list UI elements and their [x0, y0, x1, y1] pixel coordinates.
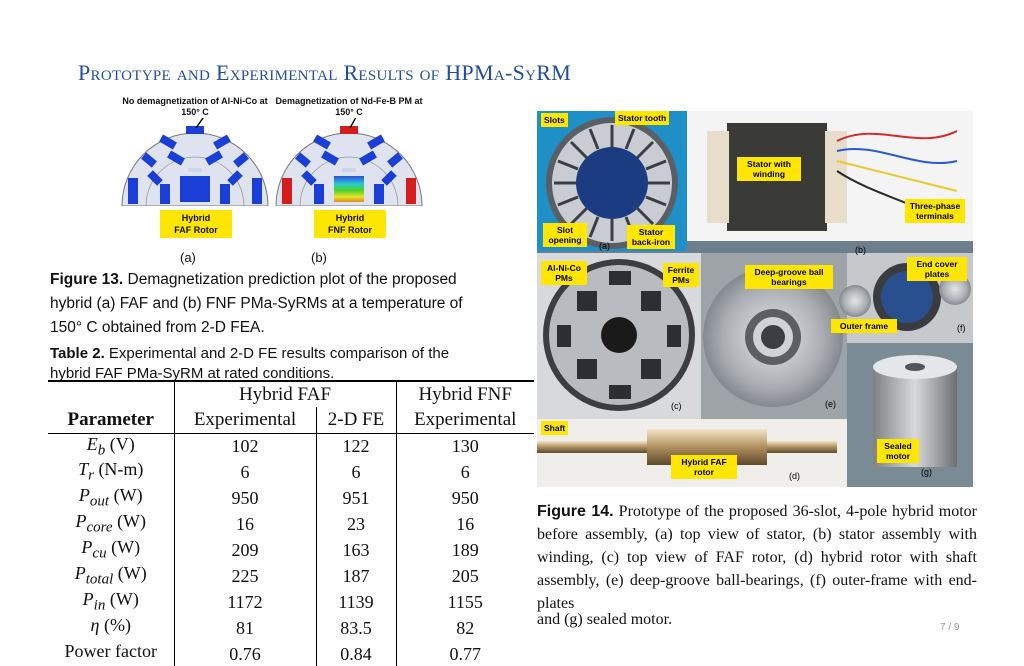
value-cell: 205: [396, 563, 534, 589]
value-cell: 1139: [316, 589, 396, 615]
demag-caption-a: No demagnetization of Al-Ni-Co at 150° C: [122, 96, 268, 117]
demag-caption-b: Demagnetization of Nd-Fe-B PM at 150° C: [275, 96, 423, 117]
tag-three-phase: Three-phase terminals: [905, 199, 965, 223]
page-number: 7 / 9: [940, 622, 960, 633]
table-row: [48, 589, 534, 615]
photo-label-e: (e): [825, 399, 836, 409]
value-cell: 6: [174, 459, 316, 485]
value-cell: 950: [396, 485, 534, 511]
table-row: [48, 511, 534, 537]
parameter-cell: $P_{core}$ (W): [75, 511, 147, 536]
rotor-label-faf: Hybrid FAF Rotor: [160, 210, 232, 238]
value-cell: 163: [316, 537, 396, 563]
value-cell: 16: [174, 511, 316, 537]
photo-label-f: (f): [957, 323, 966, 333]
tag-shaft: Shaft: [541, 421, 568, 435]
table-row: [48, 615, 534, 641]
tag-bearings: Deep-groove ball bearings: [745, 265, 833, 289]
page-title: Prototype and Experimental Results of HPMa-SyRM: [78, 60, 572, 85]
table-row: [48, 563, 534, 589]
photo-label-g: (g): [921, 467, 932, 477]
value-cell: 189: [396, 537, 534, 563]
tag-sealed-motor: Sealed motor: [877, 439, 919, 463]
col-header-fe: 2-D FE: [316, 407, 396, 433]
parameter-cell: $P_{in}$ (W): [82, 589, 139, 614]
parameter-cell: $T_r$ (N-m): [78, 459, 144, 484]
value-cell: 6: [396, 459, 534, 485]
value-cell: 81: [174, 615, 316, 641]
tag-stator-backiron: Stator back-iron: [627, 225, 675, 249]
photo-label-d: (d): [789, 471, 800, 481]
parameter-cell: Power factor: [64, 641, 157, 662]
value-cell: 102: [174, 433, 316, 459]
group-header-faf: Hybrid FAF: [174, 381, 396, 407]
value-cell: 951: [316, 485, 396, 511]
value-cell: 83.5: [316, 615, 396, 641]
value-cell: 0.77: [396, 641, 534, 666]
value-cell: 82: [396, 615, 534, 641]
value-cell: 23: [316, 511, 396, 537]
table-row: [48, 433, 534, 459]
demag-plot-faf: [120, 96, 270, 242]
parameter-cell: η (%): [90, 615, 131, 636]
tag-end-cover: End cover plates: [907, 257, 967, 281]
value-cell: 225: [174, 563, 316, 589]
fnf-rotor-plot: [274, 118, 424, 206]
value-cell: 950: [174, 485, 316, 511]
table-2-caption: Table 2. Experimental and 2-D FE results comparison of the hybrid FAF PMa-SyRM at rated conditions.: [50, 345, 450, 382]
parameter-cell: $P_{out}$ (W): [78, 485, 143, 510]
table-row: [48, 537, 534, 563]
tag-slot-opening: Slot opening: [543, 223, 587, 247]
tag-stator-winding: Stator with winding: [737, 157, 801, 181]
rotor-label-fnf: Hybrid FNF Rotor: [314, 210, 386, 238]
col-header-experimental: Experimental: [174, 407, 316, 433]
prototype-photo-collage: [537, 111, 973, 487]
subfig-label-a: (a): [180, 250, 196, 265]
faf-rotor-plot: [120, 118, 270, 206]
value-cell: 122: [316, 433, 396, 459]
col-header-experimental-fnf: Experimental: [396, 407, 534, 433]
tag-hybrid-rotor: Hybrid FAF rotor: [671, 455, 737, 479]
table-body: [48, 433, 534, 666]
figure-13-caption: Figure 13. Demagnetization prediction plot of the proposed hybrid (a) FAF and (b) FNF PMa-SyRMs at a temperature of 150° C obtained from 2-D FEA.: [50, 271, 463, 336]
value-cell: 1172: [174, 589, 316, 615]
value-cell: 16: [396, 511, 534, 537]
tag-ferrite: Ferrite PMs: [663, 263, 699, 287]
col-header-parameter: Parameter: [48, 407, 174, 433]
value-cell: 209: [174, 537, 316, 563]
photo-label-a: (a): [599, 241, 610, 251]
parameter-cell: $E_b$ (V): [86, 433, 135, 459]
table-row: [48, 485, 534, 511]
table-row: [48, 641, 534, 666]
value-cell: 1155: [396, 589, 534, 615]
demag-plot-fnf: [274, 96, 424, 242]
table-row: [48, 459, 534, 485]
figure-14-caption: Figure 14. Prototype of the proposed 36-slot, 4-pole hybrid motor before assembly, (a) top view of stator, (b) stator assembly with winding, (c) top view of FAF rotor, (d) hybrid rotor with shaft assembly, (e) deep-groove ball-bearings, (f) outer-frame with end-plates and (g) sealed motor.: [537, 500, 977, 615]
tag-outer-frame: Outer frame: [831, 319, 897, 333]
tag-slots: Slots: [541, 113, 568, 127]
value-cell: 6: [316, 459, 396, 485]
photo-label-c: (c): [671, 401, 682, 411]
subfig-label-b: (b): [311, 250, 327, 265]
value-cell: 130: [396, 433, 534, 459]
value-cell: 0.76: [174, 641, 316, 666]
figure-14-caption-tail: and (g) sealed motor.: [537, 611, 673, 628]
results-table: [48, 380, 534, 666]
parameter-cell: $P_{cu}$ (W): [81, 537, 141, 562]
tag-alnico: Al-Ni-Co PMs: [541, 261, 587, 285]
value-cell: 187: [316, 563, 396, 589]
parameter-cell: $P_{total}$ (W): [74, 563, 147, 588]
group-header-fnf: Hybrid FNF: [396, 381, 534, 407]
tag-stator-tooth: Stator tooth: [615, 111, 669, 125]
value-cell: 0.84: [316, 641, 396, 666]
photo-label-b: (b): [855, 245, 866, 255]
